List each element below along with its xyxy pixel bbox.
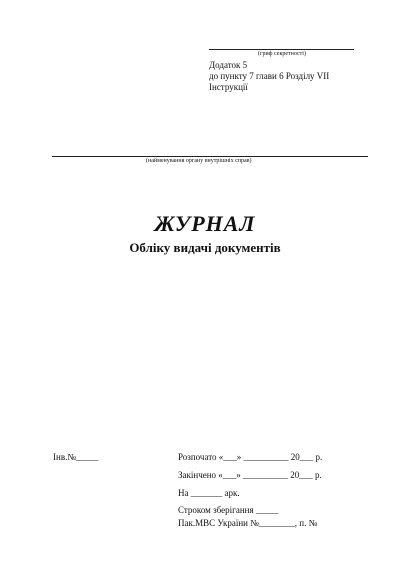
- journal-title: ЖУРНАЛ: [154, 211, 256, 236]
- organ-name-line: [52, 156, 368, 157]
- secrecy-line: [209, 49, 354, 50]
- regulation-reference: Пак.МВС України №________, п. №: [178, 518, 318, 528]
- journal-subtitle: Обліку видачі документів: [129, 240, 281, 255]
- addendum-block: [209, 60, 329, 93]
- sheets-count: На _______ арк.: [178, 488, 240, 498]
- organ-name-label: (найменування органу внутрішніх справ): [146, 158, 252, 164]
- finished-date: Закінчено «___» __________ 20___ р.: [178, 470, 322, 480]
- addendum-line-1: Додаток 5: [209, 60, 248, 70]
- retention-period: Строком зберігання _____: [178, 505, 279, 515]
- inventory-number: Інв.№_____: [53, 452, 99, 462]
- addendum-line-2: до пункту 7 глави 6 Розділу VII: [209, 71, 330, 81]
- secrecy-label: (гриф секретності): [258, 51, 306, 57]
- started-date: Розпочато «___» __________ 20___ р.: [178, 452, 323, 462]
- addendum-line-3: Інструкції: [209, 82, 248, 92]
